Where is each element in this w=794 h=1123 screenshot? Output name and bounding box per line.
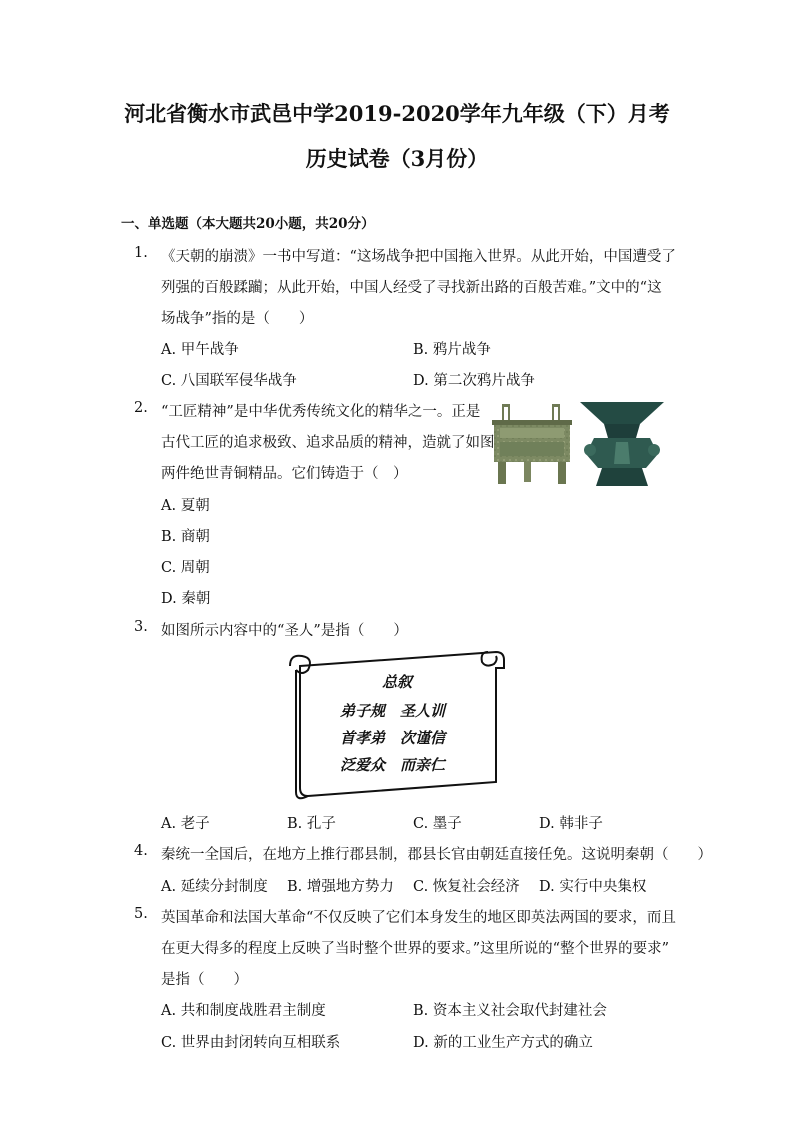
ding-vessel-icon bbox=[492, 404, 572, 484]
section-header: 一、单选题（本大题共20小题，共20分） bbox=[121, 216, 375, 232]
q2-stem-line2: 古代工匠的追求极致、追求品质的精神，造就了如图 bbox=[161, 435, 495, 451]
scroll-figure bbox=[284, 646, 510, 802]
scroll-row1: 弟子规 圣人训 bbox=[340, 702, 446, 720]
scroll-row3: 泛爱众 而亲仁 bbox=[340, 756, 446, 774]
q1-stem-line2: 列强的百般蹂躏；从此开始，中国人经受了寻找新出路的百般苦难。”文中的“这 bbox=[161, 280, 662, 296]
q5-option-b: B. 资本主义社会取代封建社会 bbox=[413, 1003, 607, 1019]
q1-option-c: C. 八国联军侵华战争 bbox=[161, 373, 297, 389]
q3-number: 3. bbox=[134, 619, 148, 635]
q2-option-a: A. 夏朝 bbox=[161, 498, 210, 514]
q2-option-c: C. 周朝 bbox=[161, 560, 210, 576]
q1-option-a: A. 甲午战争 bbox=[161, 342, 239, 358]
zun-vessel-icon bbox=[580, 402, 664, 486]
q5-stem-line1: 英国革命和法国大革命“不仅反映了它们本身发生的地区即英法两国的要求，而且 bbox=[161, 910, 676, 926]
q4-option-c: C. 恢复社会经济 bbox=[413, 879, 520, 895]
q3-option-a: A. 老子 bbox=[161, 816, 210, 832]
q2-stem-line1: “工匠精神”是中华优秀传统文化的精华之一。正是 bbox=[161, 404, 481, 420]
q3-option-c: C. 墨子 bbox=[413, 816, 462, 832]
q2-option-d: D. 秦朝 bbox=[161, 591, 211, 607]
q1-option-d: D. 第二次鸦片战争 bbox=[413, 373, 535, 389]
q4-stem: 秦统一全国后，在地方上推行郡县制，郡县长官由朝廷直接任免。这说明秦朝（ ） bbox=[161, 847, 712, 863]
q4-option-b: B. 增强地方势力 bbox=[287, 879, 394, 895]
exam-title-line2: 历史试卷（3月份） bbox=[305, 146, 489, 171]
q5-option-d: D. 新的工业生产方式的确立 bbox=[413, 1035, 593, 1051]
q1-option-b: B. 鸦片战争 bbox=[413, 342, 491, 358]
scroll-title: 总叙 bbox=[382, 673, 413, 691]
q3-option-d: D. 韩非子 bbox=[539, 816, 603, 832]
q1-stem-line1: 《天朝的崩溃》一书中写道：“这场战争把中国拖入世界。从此开始，中国遭受了 bbox=[161, 249, 676, 265]
q5-option-c: C. 世界由封闭转向互相联系 bbox=[161, 1035, 341, 1051]
scroll-row2: 首孝弟 次谨信 bbox=[340, 729, 446, 747]
q5-number: 5. bbox=[134, 906, 148, 922]
q3-stem: 如图所示内容中的“圣人”是指（ ） bbox=[161, 623, 408, 639]
q2-option-b: B. 商朝 bbox=[161, 529, 210, 545]
exam-title-line1: 河北省衡水市武邑中学2019-2020学年九年级（下）月考 bbox=[124, 101, 670, 126]
q1-number: 1. bbox=[134, 245, 148, 261]
bronze-vessels-image bbox=[490, 398, 668, 488]
q5-stem-line2: 在更大得多的程度上反映了当时整个世界的要求。”这里所说的“整个世界的要求” bbox=[161, 941, 669, 957]
q2-stem-line3: 两件绝世青铜精品。它们铸造于（ ） bbox=[161, 466, 408, 482]
q5-option-a: A. 共和制度战胜君主制度 bbox=[161, 1003, 326, 1019]
q3-option-b: B. 孔子 bbox=[287, 816, 336, 832]
q4-option-a: A. 延续分封制度 bbox=[161, 879, 268, 895]
q4-number: 4. bbox=[134, 843, 148, 859]
q5-stem-line3: 是指（ ） bbox=[161, 972, 248, 988]
q1-stem-line3: 场战争”指的是（ ） bbox=[161, 311, 314, 327]
q2-number: 2. bbox=[134, 400, 148, 416]
q4-option-d: D. 实行中央集权 bbox=[539, 879, 647, 895]
